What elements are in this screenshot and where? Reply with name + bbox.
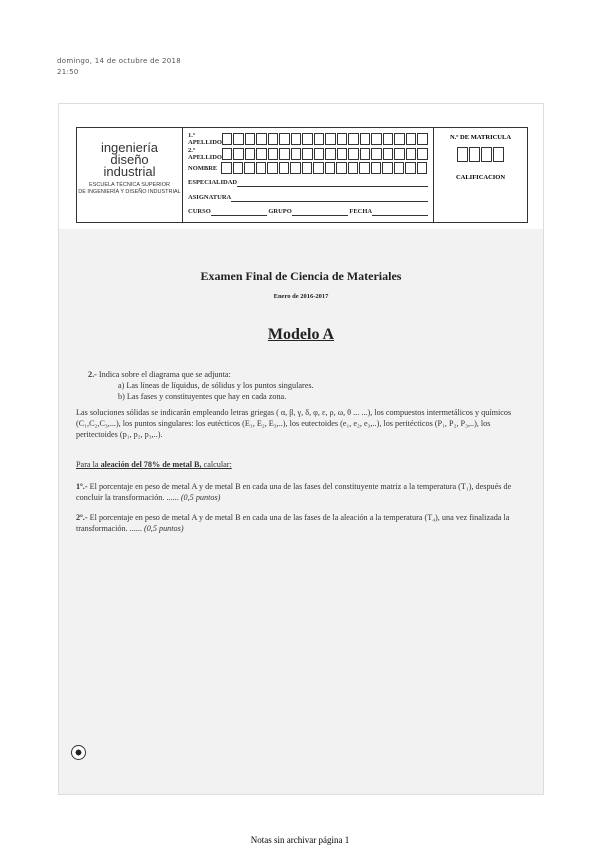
page-footer: Notas sin archivar página 1 <box>250 835 350 845</box>
exam-model: Modelo A <box>267 326 335 343</box>
exam-header-table <box>76 127 528 223</box>
apellido2-boxes[interactable] <box>222 148 429 160</box>
question-2: 2.- Indica sobre el diagrama que se adjunta: a) Las líneas de líquidus, de sólidus y los puntos singulares. b) Las fases y constituyentes que hay en cada zona. <box>88 370 314 401</box>
exam-title: Examen Final de Ciencia de Materiales <box>200 269 402 283</box>
apellido1-boxes[interactable] <box>222 133 429 145</box>
scanned-exam-page <box>58 103 544 795</box>
curso-line[interactable] <box>211 207 267 216</box>
note-timestamp <box>57 56 181 78</box>
nombre-boxes[interactable] <box>221 162 428 174</box>
sub-question-2: 2º.- El porcentaje en peso de metal A y de metal B en cada una de las fases de la aleación a la temperatura (T₄), una vez finalizada la transformación. ...... (0,5 puntos) <box>76 513 510 533</box>
matricula-section: N.º DE MATRICULA CALIFICACION <box>434 128 527 222</box>
sub-question-1: 1º.- El porcentaje en peso de metal A y de metal B en cada una de las fases del constituyente matriz a la temperatura (T₁), después de concluir la transformación. ...... (0,5 puntos) <box>76 482 512 502</box>
grupo-line[interactable] <box>292 207 348 216</box>
student-fields: 1.º APELLIDO 2.º APELLIDO NOMBRE ESPECIALIDAD ASIGNATURA CURSO GRUPO FECHA <box>183 128 434 222</box>
especialidad-line[interactable] <box>237 178 428 187</box>
asignatura-line[interactable] <box>231 193 428 202</box>
matricula-boxes[interactable] <box>434 147 527 162</box>
school-logo: ingeniería diseño industrial ESCUELA TÉCNICA SUPERIOR DE INGENIERÍA Y DISEÑO INDUSTRIAL <box>77 128 183 222</box>
note-time: 21:50 <box>57 68 79 76</box>
note-date: domingo, 14 de octubre de 2018 <box>57 57 182 65</box>
football-icon <box>71 745 86 760</box>
exam-date: Enero de 2016-2017 <box>273 293 329 300</box>
alloy-statement: Para la aleación del 78% de metal B, calcular: <box>76 460 232 469</box>
fecha-line[interactable] <box>372 207 428 216</box>
notation-notes: Las soluciones sólidas se indicarán empleando letras griegas ( α, β, γ, δ, φ, ε, ρ, ω, θ ... ...), los compuestos intermetálicos y químicos (C₁,C₂,C₃,...), los puntos singulares: los eutécticos (E₁, E₂, E₃,..), los eutectoides (e₁, e₂, e₃,..), los peritécticos (P₁, P₂, P₃,..), los peritectoides (p₁, p₂, p₃,..). <box>76 408 512 439</box>
